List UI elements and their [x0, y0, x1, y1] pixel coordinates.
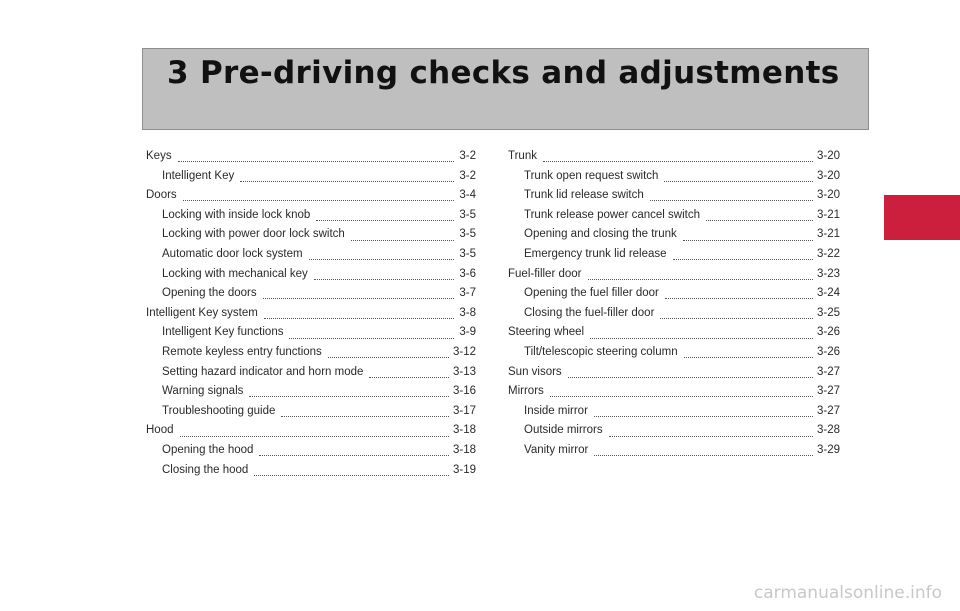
toc-entry-page: 3-4: [459, 189, 476, 202]
toc-leader-dots: [683, 240, 813, 241]
toc-leader-dots: [281, 416, 449, 417]
toc-entry-label: Steering wheel: [508, 326, 585, 339]
toc-entry[interactable]: [146, 444, 476, 464]
toc-entry-label: Intelligent Key system: [146, 306, 258, 319]
toc-entry-label: Tilt/telescopic steering column: [524, 345, 678, 358]
toc-entry[interactable]: [508, 444, 840, 464]
toc-entry-page: 3-26: [816, 326, 840, 339]
toc-entry-label: Doors: [146, 189, 177, 202]
toc-entry-page: 3-8: [459, 306, 476, 319]
toc-entry-page: 3-28: [816, 424, 840, 437]
toc-leader-dots: [309, 259, 454, 260]
toc-entry-page: 3-20: [816, 189, 840, 202]
toc-entry[interactable]: [146, 464, 476, 484]
toc-entry-label: Sun visors: [508, 365, 562, 378]
toc-entry-page: 3-5: [459, 228, 476, 241]
toc-entry[interactable]: [508, 424, 840, 444]
toc-entry-page: 3-12: [452, 345, 476, 358]
toc-leader-dots: [369, 377, 449, 378]
toc-entry[interactable]: [508, 366, 840, 386]
toc-entry-page: 3-21: [816, 228, 840, 241]
toc-entry-label: Closing the hood: [162, 463, 249, 476]
toc-entry-label: Vanity mirror: [524, 443, 589, 456]
toc-entry-page: 3-24: [816, 287, 840, 300]
toc-entry-label: Opening the doors: [162, 287, 257, 300]
toc-leader-dots: [664, 181, 813, 182]
toc-entry[interactable]: [146, 150, 476, 170]
toc-entry[interactable]: [508, 189, 840, 209]
toc-entry-label: Outside mirrors: [524, 424, 603, 437]
toc-leader-dots: [594, 455, 813, 456]
toc-entry-page: 3-27: [816, 365, 840, 378]
toc-left-column: [146, 150, 476, 483]
toc-entry-page: 3-20: [816, 169, 840, 182]
toc-entry-label: Locking with mechanical key: [162, 267, 308, 280]
toc-entry[interactable]: [146, 287, 476, 307]
toc-right-column: [508, 150, 840, 464]
toc-entry-label: Intelligent Key functions: [162, 326, 284, 339]
toc-entry-page: 3-9: [459, 326, 476, 339]
toc-leader-dots: [178, 161, 454, 162]
toc-entry-label: Closing the fuel-filler door: [524, 306, 655, 319]
toc-entry-label: Opening and closing the trunk: [524, 228, 677, 241]
toc-entry-page: 3-7: [459, 287, 476, 300]
toc-entry-page: 3-18: [452, 424, 476, 437]
toc-entry-label: Intelligent Key: [162, 169, 235, 182]
toc-entry-label: Troubleshooting guide: [162, 404, 276, 417]
toc-leader-dots: [684, 357, 813, 358]
chapter-header: [142, 48, 869, 130]
toc-entry-page: 3-27: [816, 404, 840, 417]
toc-entry[interactable]: [146, 346, 476, 366]
toc-leader-dots: [609, 436, 813, 437]
toc-entry-page: 3-21: [816, 208, 840, 221]
toc-entry-page: 3-27: [816, 385, 840, 398]
toc-leader-dots: [259, 455, 449, 456]
toc-entry[interactable]: [508, 326, 840, 346]
toc-leader-dots: [543, 161, 813, 162]
toc-entry-label: Keys: [146, 150, 172, 162]
chapter-title: 3 Pre-driving checks and adjustments: [167, 55, 840, 91]
toc-entry[interactable]: [146, 326, 476, 346]
toc-leader-dots: [351, 240, 454, 241]
toc-entry[interactable]: [146, 405, 476, 425]
toc-entry-page: 3-29: [816, 443, 840, 456]
toc-entry[interactable]: [508, 346, 840, 366]
toc-entry-label: Hood: [146, 424, 174, 437]
toc-leader-dots: [650, 200, 813, 201]
toc-entry[interactable]: [146, 424, 476, 444]
toc-entry-page: 3-22: [816, 247, 840, 260]
toc-leader-dots: [673, 259, 813, 260]
toc-entry-page: 3-20: [816, 150, 840, 162]
toc-entry[interactable]: [508, 268, 840, 288]
toc-leader-dots: [254, 475, 449, 476]
toc-entry[interactable]: [146, 307, 476, 327]
toc-entry-label: Warning signals: [162, 385, 244, 398]
toc-entry-label: Setting hazard indicator and horn mode: [162, 365, 364, 378]
toc-leader-dots: [550, 396, 813, 397]
toc-leader-dots: [328, 357, 449, 358]
toc-entry[interactable]: [146, 366, 476, 386]
toc-leader-dots: [588, 279, 813, 280]
toc-entry-page: 3-6: [459, 267, 476, 280]
toc-entry-label: Inside mirror: [524, 404, 588, 417]
toc-entry-page: 3-17: [452, 404, 476, 417]
toc-entry-page: 3-2: [459, 169, 476, 182]
toc-entry-page: 3-5: [459, 247, 476, 260]
toc-leader-dots: [316, 220, 454, 221]
toc-leader-dots: [249, 396, 449, 397]
toc-entry[interactable]: [146, 170, 476, 190]
toc-entry-label: Mirrors: [508, 385, 544, 398]
toc-entry-page: 3-26: [816, 345, 840, 358]
toc-entry[interactable]: [146, 385, 476, 405]
toc-entry-label: Opening the hood: [162, 443, 254, 456]
toc-leader-dots: [314, 279, 454, 280]
toc-entry-page: 3-18: [452, 443, 476, 456]
toc-entry-label: Trunk release power cancel switch: [524, 208, 700, 221]
toc-entry[interactable]: [508, 209, 840, 229]
toc-entry[interactable]: [146, 228, 476, 248]
toc-entry-page: 3-2: [459, 150, 476, 162]
toc-leader-dots: [590, 338, 813, 339]
toc-entry-page: 3-5: [459, 208, 476, 221]
toc-entry-label: Locking with power door lock switch: [162, 228, 345, 241]
toc-entry[interactable]: [508, 248, 840, 268]
toc-entry[interactable]: [508, 150, 840, 170]
toc-entry[interactable]: [508, 385, 840, 405]
toc-entry[interactable]: [508, 170, 840, 190]
toc-leader-dots: [289, 338, 454, 339]
toc-entry[interactable]: [146, 209, 476, 229]
toc-entry-page: 3-13: [452, 365, 476, 378]
toc-entry-label: Trunk: [508, 150, 537, 162]
toc-entry-page: 3-16: [452, 385, 476, 398]
toc-entry-label: Automatic door lock system: [162, 247, 303, 260]
chapter-tab-marker: [884, 195, 960, 240]
toc-leader-dots: [240, 181, 454, 182]
toc-leader-dots: [180, 436, 449, 437]
toc-leader-dots: [264, 318, 454, 319]
toc-entry[interactable]: [508, 405, 840, 425]
toc-entry-label: Fuel-filler door: [508, 267, 582, 280]
toc-entry-label: Trunk lid release switch: [524, 189, 644, 202]
toc-entry[interactable]: [508, 307, 840, 327]
toc-entry-label: Emergency trunk lid release: [524, 247, 667, 260]
toc-leader-dots: [594, 416, 813, 417]
toc-leader-dots: [263, 298, 454, 299]
toc-leader-dots: [183, 200, 454, 201]
toc-entry[interactable]: [146, 268, 476, 288]
toc-entry[interactable]: [508, 287, 840, 307]
toc-leader-dots: [660, 318, 813, 319]
toc-entry[interactable]: [146, 248, 476, 268]
toc-entry-label: Opening the fuel filler door: [524, 287, 659, 300]
toc-entry-label: Trunk open request switch: [524, 169, 659, 182]
toc-entry-label: Remote keyless entry functions: [162, 345, 322, 358]
toc-entry[interactable]: [508, 228, 840, 248]
toc-leader-dots: [706, 220, 813, 221]
watermark: carmanualsonline.info: [753, 583, 942, 603]
toc-leader-dots: [568, 377, 813, 378]
toc-entry-page: 3-23: [816, 267, 840, 280]
toc-leader-dots: [665, 298, 813, 299]
toc-entry-page: 3-19: [452, 463, 476, 476]
toc-entry-page: 3-25: [816, 306, 840, 319]
toc-entry[interactable]: [146, 189, 476, 209]
toc-entry-label: Locking with inside lock knob: [162, 208, 311, 221]
